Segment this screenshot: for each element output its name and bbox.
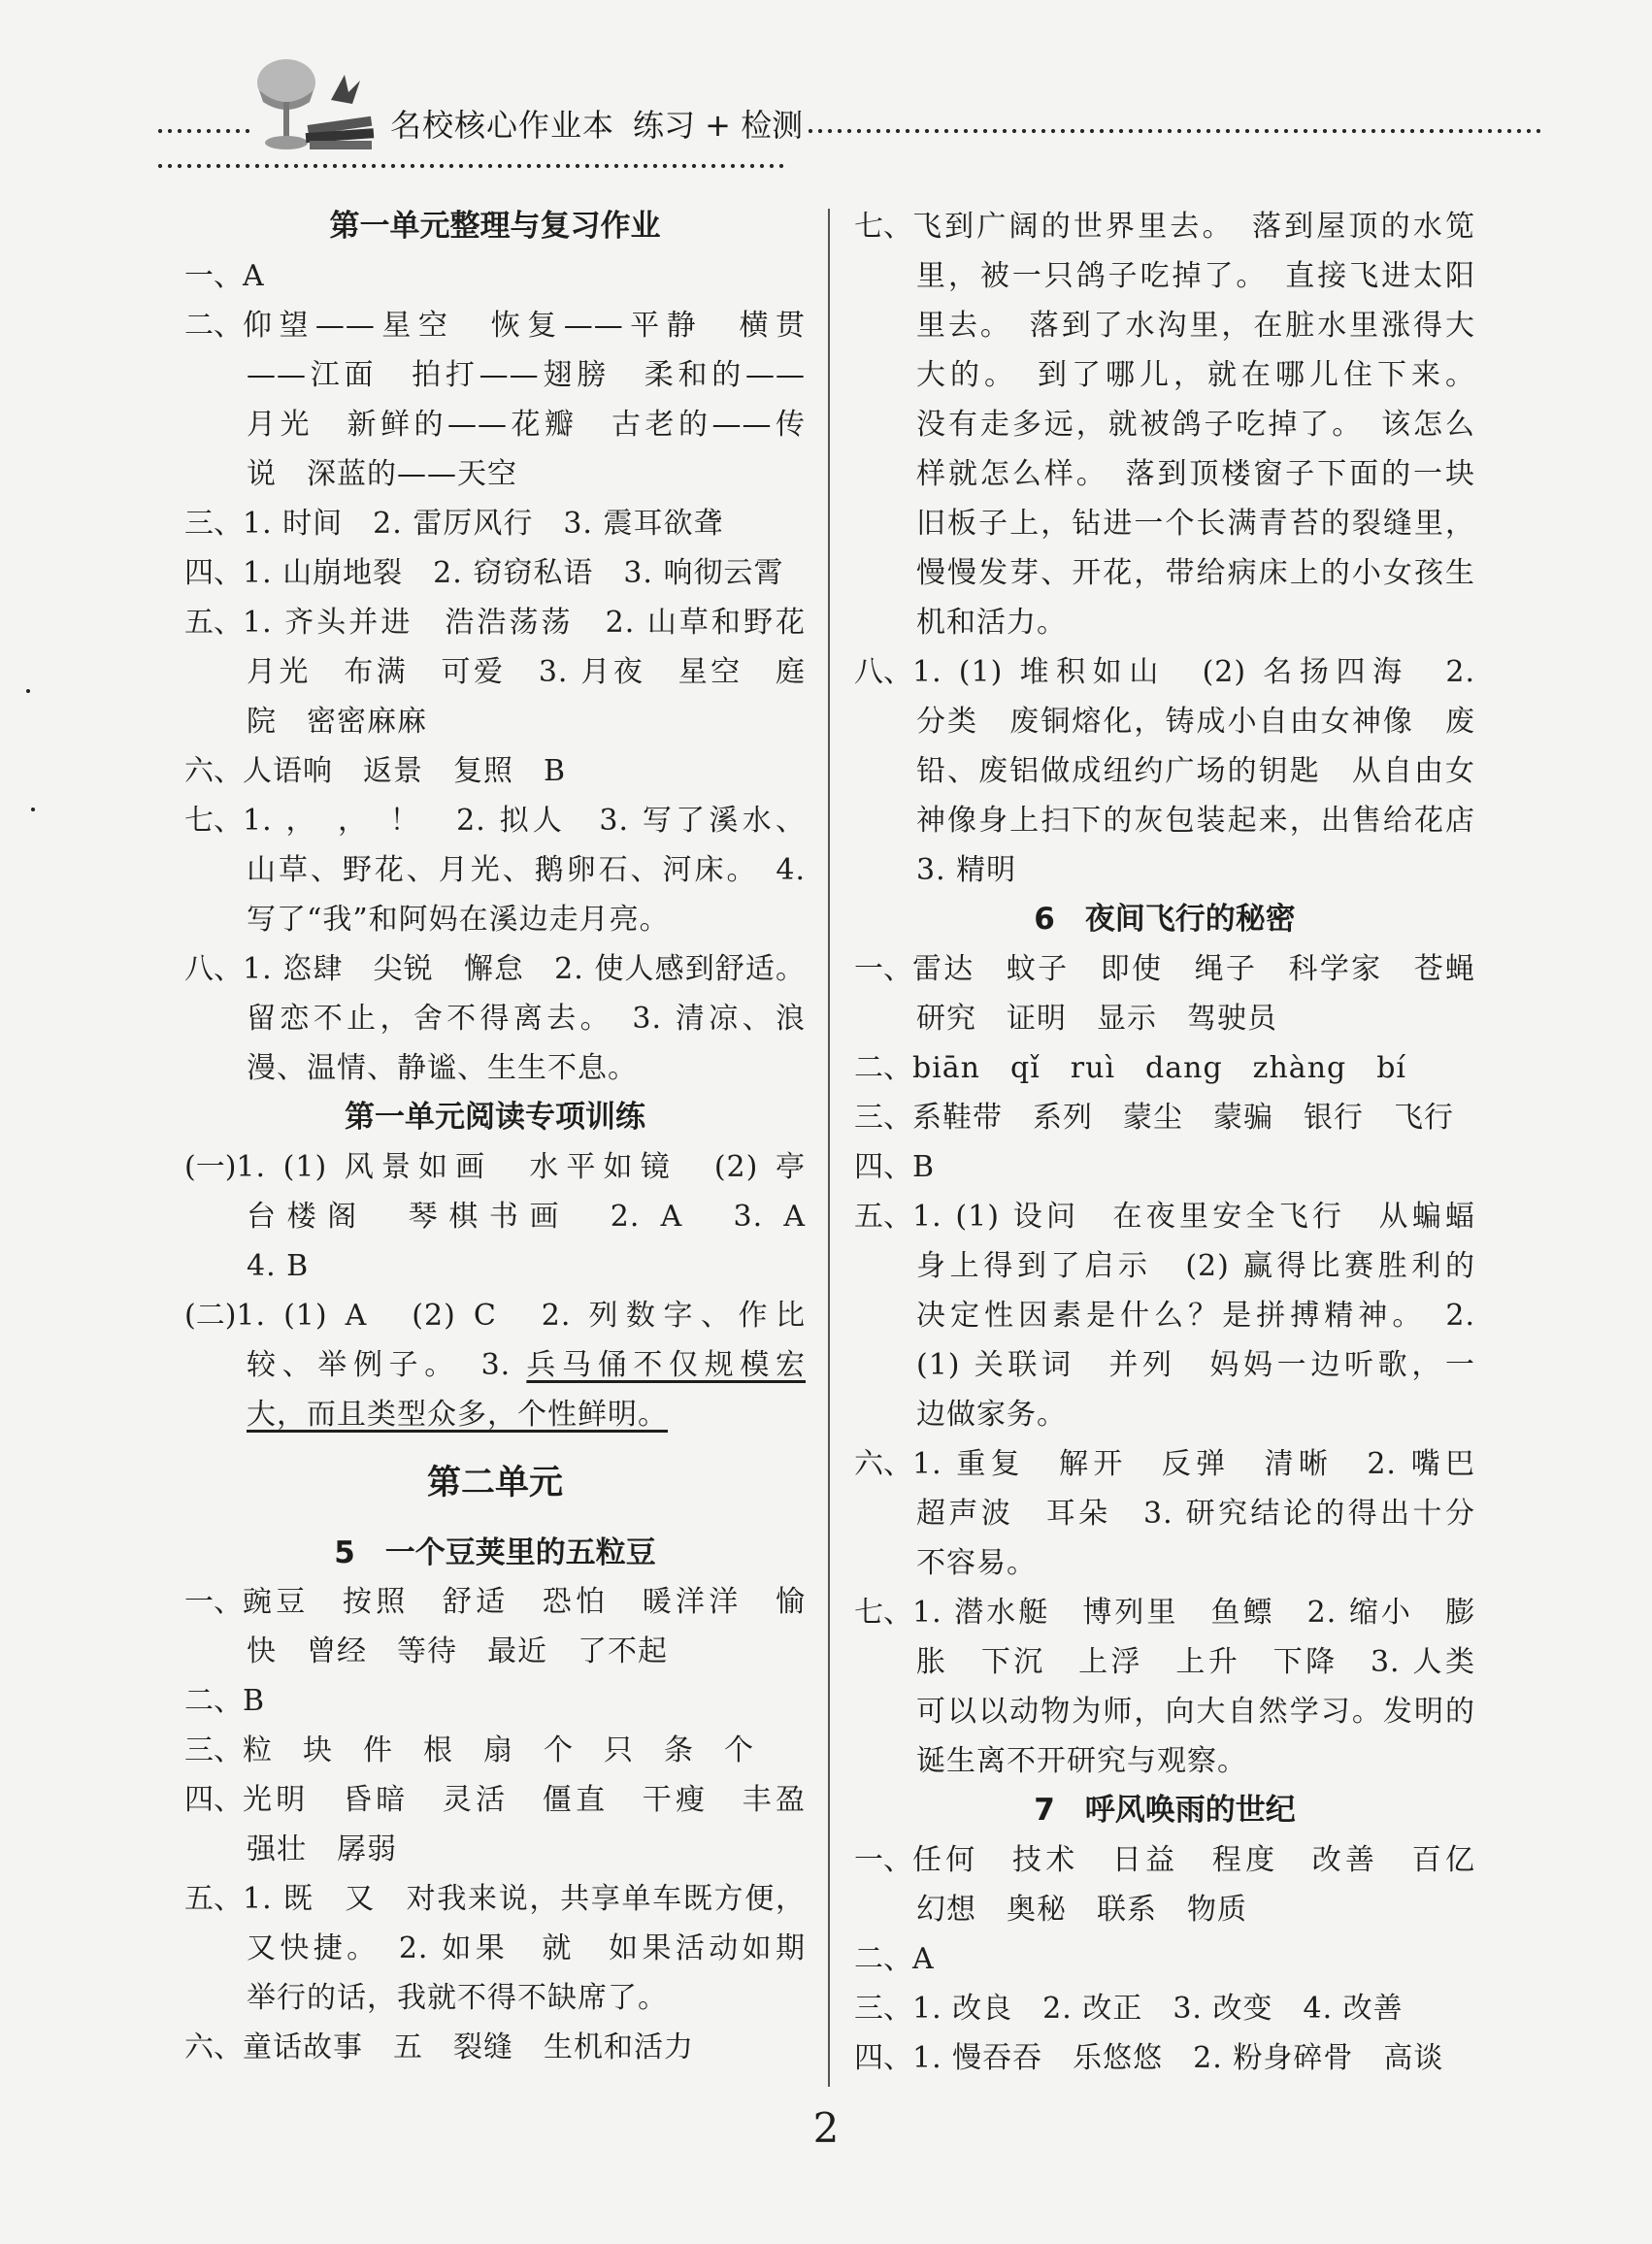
answer-text: 样就怎么样。 落到顶楼窗子下面的一块 — [916, 457, 1475, 491]
answer-line — [184, 746, 806, 796]
question-label — [184, 1192, 247, 1241]
question-label — [854, 301, 916, 350]
answer-line — [854, 1093, 1475, 1142]
section-heading: 第二单元 — [426, 1464, 563, 1502]
question-label: 五、 — [184, 606, 243, 640]
book-subtitle: 练习 + 检测 — [633, 107, 804, 144]
section-heading: 5 一个豆荚里的五粒豆 — [334, 1535, 656, 1570]
answer-line — [854, 994, 1475, 1043]
answer-line — [184, 2023, 806, 2072]
answer-text: 慢慢发芽、开花，带给病床上的小女孩生 — [916, 556, 1475, 590]
question-label — [184, 1340, 247, 1390]
answer-text: 胀 下沉 上浮 上升 下降 3. 人类 — [916, 1645, 1475, 1679]
answer-line — [854, 1241, 1475, 1291]
header-dots-bottom — [155, 162, 786, 170]
question-label — [184, 845, 247, 895]
book-title: 名校核心作业本 — [390, 107, 615, 144]
answer-line — [854, 1588, 1475, 1637]
answer-text: 留恋不止，舍不得离去。 3. 清凉、浪 — [247, 1002, 806, 1036]
header-dots-right — [806, 127, 1543, 135]
question-label — [184, 697, 247, 746]
question-label — [854, 994, 916, 1043]
question-label: 七、 — [184, 804, 243, 838]
answer-text: 说 深蓝的——天空 — [247, 457, 517, 491]
underlined-answer: 兵马俑不仅规模宏 — [526, 1348, 806, 1382]
answer-line — [854, 697, 1475, 746]
answer-line — [184, 598, 806, 647]
answer-text: 人语响 返景 复照 B — [243, 754, 567, 788]
answer-line — [854, 400, 1475, 449]
answer-text: 1. 既 又 对我来说，共享单车既方便， — [243, 1882, 806, 1916]
answer-text: 强壮 孱弱 — [247, 1832, 397, 1866]
question-label — [854, 746, 916, 796]
answer-text: A — [243, 259, 265, 293]
answer-text: 1. 慢吞吞 乐悠悠 2. 粉身碎骨 高谈 — [912, 2041, 1444, 2075]
answer-line — [184, 1874, 806, 1924]
answer-text: 1. (1) 堆积如山 (2) 名扬四海 2. — [912, 655, 1475, 689]
answer-line — [184, 845, 806, 895]
question-label: 二、 — [184, 309, 243, 343]
section-heading: 第一单元整理与复习作业 — [329, 209, 661, 244]
answer-text: B — [912, 1150, 936, 1184]
question-label — [184, 1390, 247, 1439]
answer-line — [854, 746, 1475, 796]
answer-line — [184, 1192, 806, 1241]
answer-text: 大，而且类型众多，个性鲜明。 — [247, 1398, 668, 1432]
header-dots-left — [155, 127, 250, 135]
question-label: 二、 — [854, 1942, 912, 1976]
answer-line — [854, 1637, 1475, 1687]
answer-line — [854, 1984, 1475, 2033]
answer-line — [854, 1390, 1475, 1439]
question-label — [854, 1637, 916, 1687]
answer-text: 3. 精明 — [916, 853, 1017, 887]
question-label — [854, 548, 916, 598]
question-label — [184, 350, 247, 400]
question-label — [854, 350, 916, 400]
answer-line — [854, 944, 1475, 994]
answer-line — [854, 845, 1475, 895]
question-label: 三、 — [854, 1101, 912, 1135]
section-heading: 7 呼风唤雨的世纪 — [1034, 1793, 1296, 1828]
answer-line — [854, 1687, 1475, 1736]
page-number: 2 — [812, 2104, 840, 2152]
answer-line — [184, 1043, 806, 1093]
answer-text: 飞到广阔的世界里去。 落到屋顶的水笕 — [912, 210, 1475, 244]
question-label: 一、 — [854, 1843, 912, 1877]
answer-line — [184, 1775, 806, 1825]
answer-text: 研究 证明 显示 驾驶员 — [916, 1002, 1277, 1036]
answer-line — [184, 1627, 806, 1676]
answer-line — [184, 499, 806, 548]
answer-text: 里，被一只鸽子吃掉了。 直接飞进太阳 — [916, 259, 1475, 293]
answer-line — [854, 1043, 1475, 1093]
answer-text: A — [912, 1942, 935, 1976]
answer-text: (1) 关联词 并列 妈妈一边听歌，一 — [916, 1348, 1475, 1382]
answer-line — [184, 1924, 806, 1973]
answer-line — [184, 994, 806, 1043]
left-column — [184, 202, 806, 2072]
question-label: 五、 — [854, 1200, 912, 1234]
question-label — [184, 895, 247, 944]
answer-line — [854, 1934, 1475, 1984]
question-label: 三、 — [854, 1992, 912, 2026]
answer-text: 分类 废铜熔化，铸成小自由女神像 废 — [916, 705, 1475, 739]
answer-text: 较、举例子。 3. 兵马俑不仅规模宏 — [247, 1348, 806, 1382]
answer-line — [184, 1241, 806, 1291]
question-label: 五、 — [184, 1882, 243, 1916]
answer-text: 身上得到了启示 (2) 赢得比赛胜利的 — [916, 1249, 1475, 1283]
answer-line — [854, 2033, 1475, 2083]
answer-text: 4. B — [247, 1249, 310, 1283]
question-label: 四、 — [184, 556, 243, 590]
answer-text: 童话故事 五 裂缝 生机和活力 — [243, 2030, 694, 2064]
answer-text: 机和活力。 — [916, 606, 1067, 640]
answer-line — [854, 1192, 1475, 1241]
answer-line — [184, 1973, 806, 2023]
question-label — [184, 449, 247, 499]
answer-line — [854, 1291, 1475, 1340]
question-label — [184, 647, 247, 697]
question-label — [854, 796, 916, 845]
answer-text: 幻想 奥秘 联系 物质 — [916, 1893, 1247, 1927]
question-label — [184, 1043, 247, 1093]
answer-line — [854, 1835, 1475, 1885]
answer-text: 又快捷。 2. 如果 就 如果活动如期 — [247, 1931, 806, 1965]
question-label — [854, 251, 916, 301]
question-label — [854, 697, 916, 746]
answer-text: 边做家务。 — [916, 1398, 1067, 1432]
answer-line — [184, 1390, 806, 1439]
answer-line — [854, 796, 1475, 845]
margin-mark — [31, 808, 35, 811]
answer-text: 1. 潜水艇 博列里 鱼鳔 2. 缩小 膨 — [912, 1596, 1475, 1630]
question-label — [854, 1687, 916, 1736]
question-label: 八、 — [184, 952, 243, 986]
question-label — [854, 1291, 916, 1340]
answer-line — [184, 1676, 806, 1726]
answer-text: 不容易。 — [916, 1546, 1037, 1580]
answer-text: 神像身上扫下的灰包装起来，出售给花店 — [916, 804, 1475, 838]
answer-line — [184, 1726, 806, 1775]
question-label: 一、 — [184, 259, 243, 293]
question-label — [184, 400, 247, 449]
answer-text: 任何 技术 日益 程度 改善 百亿 — [912, 1843, 1475, 1877]
answer-text: 1. 重复 解开 反弹 清晰 2. 嘴巴 — [912, 1447, 1475, 1481]
question-label: 二、 — [184, 1684, 243, 1718]
question-label: 三、 — [184, 507, 243, 541]
answer-text: 山草、野花、月光、鹅卵石、河床。 4. — [247, 853, 806, 887]
answer-line — [184, 697, 806, 746]
question-label: 四、 — [854, 1150, 912, 1184]
answer-line — [854, 1142, 1475, 1192]
answer-line — [854, 251, 1475, 301]
answer-text: 可以以动物为师，向大自然学习。发明的 — [916, 1695, 1475, 1729]
answer-text: 台楼阁 琴棋书画 2. A 3. A — [247, 1200, 806, 1234]
answer-line — [184, 1340, 806, 1390]
answer-line — [184, 400, 806, 449]
answer-text: 旧板子上，钻进一个长满青苔的裂缝里， — [916, 507, 1475, 541]
question-label: 一、 — [184, 1585, 243, 1619]
answer-line — [854, 1538, 1475, 1588]
answer-text: 1. (1) A (2) C 2. 列数字、作比 — [236, 1299, 806, 1333]
answer-line — [854, 598, 1475, 647]
answer-line — [854, 449, 1475, 499]
answer-line — [184, 350, 806, 400]
answer-text: 里去。 落到了水沟里，在脏水里涨得大 — [916, 309, 1475, 343]
answer-text: 1. 山崩地裂 2. 窃窃私语 3. 响彻云霄 — [243, 556, 784, 590]
margin-mark — [26, 689, 30, 693]
answer-line — [854, 1489, 1475, 1538]
answer-line — [184, 796, 806, 845]
answer-line — [854, 350, 1475, 400]
answer-line — [854, 202, 1475, 251]
question-label — [184, 994, 247, 1043]
answer-text: 1. 齐头并进 浩浩荡荡 2. 山草和野花 — [243, 606, 806, 640]
question-label — [184, 1627, 247, 1676]
answer-text: 粒 块 件 根 扇 个 只 条 个 — [243, 1733, 754, 1767]
answer-text: 1. 时间 2. 雷厉风行 3. 震耳欲聋 — [243, 507, 724, 541]
question-label: 二、 — [854, 1051, 912, 1085]
answer-text: 1. (1) 风景如画 水平如镜 (2) 亭 — [236, 1150, 806, 1184]
question-label — [854, 400, 916, 449]
answer-text: 大的。 到了哪儿，就在哪儿住下来。 — [916, 358, 1475, 392]
answer-text: 决定性因素是什么？是拼搏精神。 2. — [916, 1299, 1475, 1333]
answer-line — [854, 1340, 1475, 1390]
answer-text: 漫、温情、静谧、生生不息。 — [247, 1051, 638, 1085]
question-label — [854, 1885, 916, 1934]
question-label — [184, 1924, 247, 1973]
answer-text: 没有走多远，就被鸽子吃掉了。 该怎么 — [916, 408, 1475, 442]
answer-line — [184, 1142, 806, 1192]
answer-text: 1. (1) 设问 在夜里安全飞行 从蝙蝠 — [912, 1200, 1475, 1234]
question-label — [854, 449, 916, 499]
question-label — [184, 1241, 247, 1291]
question-label — [854, 1489, 916, 1538]
answer-line — [184, 449, 806, 499]
answer-line — [184, 1577, 806, 1627]
section-heading: 6 夜间飞行的秘密 — [1034, 902, 1296, 937]
answer-line — [184, 944, 806, 994]
right-column — [854, 202, 1475, 2083]
question-label — [854, 1736, 916, 1786]
question-label — [854, 598, 916, 647]
question-label: (一) — [184, 1150, 237, 1184]
answer-text: 雷达 蚊子 即使 绳子 科学家 苍蝇 — [912, 952, 1475, 986]
question-label — [854, 1538, 916, 1588]
answer-line — [854, 647, 1475, 697]
answer-line — [854, 1736, 1475, 1786]
answer-text: 月光 新鲜的——花瓣 古老的——传 — [247, 408, 806, 442]
answer-text: 豌豆 按照 舒适 恐怕 暖洋洋 愉 — [243, 1585, 806, 1619]
answer-line — [854, 548, 1475, 598]
answer-text: 仰望——星空 恢复——平静 横贯 — [243, 309, 806, 343]
answer-text: 写了“我”和阿妈在溪边走月亮。 — [247, 903, 670, 937]
answer-line — [854, 1439, 1475, 1489]
answer-text: B — [243, 1684, 266, 1718]
question-label: 四、 — [184, 1783, 243, 1817]
question-label: 七、 — [854, 1596, 912, 1630]
question-label: 六、 — [854, 1447, 912, 1481]
question-label: 六、 — [184, 2030, 243, 2064]
answer-text: 快 曾经 等待 最近 了不起 — [247, 1634, 668, 1668]
answer-line — [184, 1825, 806, 1874]
answer-text: 系鞋带 系列 蒙尘 蒙骗 银行 飞行 — [912, 1101, 1454, 1135]
question-label — [184, 1973, 247, 2023]
question-label: (二) — [184, 1299, 237, 1333]
answer-text: 1. 恣肆 尖锐 懈怠 2. 使人感到舒适。 — [243, 952, 806, 986]
lamp-and-books-icon — [238, 53, 383, 160]
question-label — [854, 1390, 916, 1439]
question-label: 七、 — [854, 210, 912, 244]
question-label — [184, 1825, 247, 1874]
answer-text: 诞生离不开研究与观察。 — [916, 1744, 1247, 1778]
answer-line — [854, 301, 1475, 350]
page-header — [0, 0, 1652, 194]
answer-text: 铅、废铝做成纽约广场的钥匙 从自由女 — [916, 754, 1475, 788]
answer-line — [184, 647, 806, 697]
answer-text: ——江面 拍打——翅膀 柔和的—— — [247, 358, 806, 392]
question-label: 四、 — [854, 2041, 912, 2075]
question-label: 三、 — [184, 1733, 243, 1767]
answer-line — [184, 1291, 806, 1340]
answer-text: 1. 改良 2. 改正 3. 改变 4. 改善 — [912, 1992, 1404, 2026]
answer-line — [854, 1885, 1475, 1934]
question-label — [854, 1241, 916, 1291]
question-label — [854, 845, 916, 895]
column-divider — [828, 209, 830, 2087]
section-heading: 第一单元阅读专项训练 — [345, 1100, 645, 1135]
question-label: 一、 — [854, 952, 912, 986]
answer-text: 光明 昏暗 灵活 僵直 干瘦 丰盈 — [243, 1783, 806, 1817]
answer-text: 月光 布满 可爱 3. 月夜 星空 庭 — [247, 655, 806, 689]
answer-text: biān qǐ ruì dang zhàng bí — [912, 1051, 1407, 1085]
answer-text: 院 密密麻麻 — [247, 705, 427, 739]
answer-line — [184, 301, 806, 350]
answer-text: 1. ， ， ！ 2. 拟人 3. 写了溪水、 — [243, 804, 806, 838]
answer-line — [184, 251, 806, 301]
question-label — [854, 1340, 916, 1390]
question-label: 八、 — [854, 655, 912, 689]
question-label — [854, 499, 916, 548]
answer-text: 超声波 耳朵 3. 研究结论的得出十分 — [916, 1497, 1475, 1531]
answer-text: 举行的话，我就不得不缺席了。 — [247, 1981, 668, 2015]
question-label: 六、 — [184, 754, 243, 788]
answer-line — [854, 499, 1475, 548]
answer-line — [184, 548, 806, 598]
answer-line — [184, 895, 806, 944]
